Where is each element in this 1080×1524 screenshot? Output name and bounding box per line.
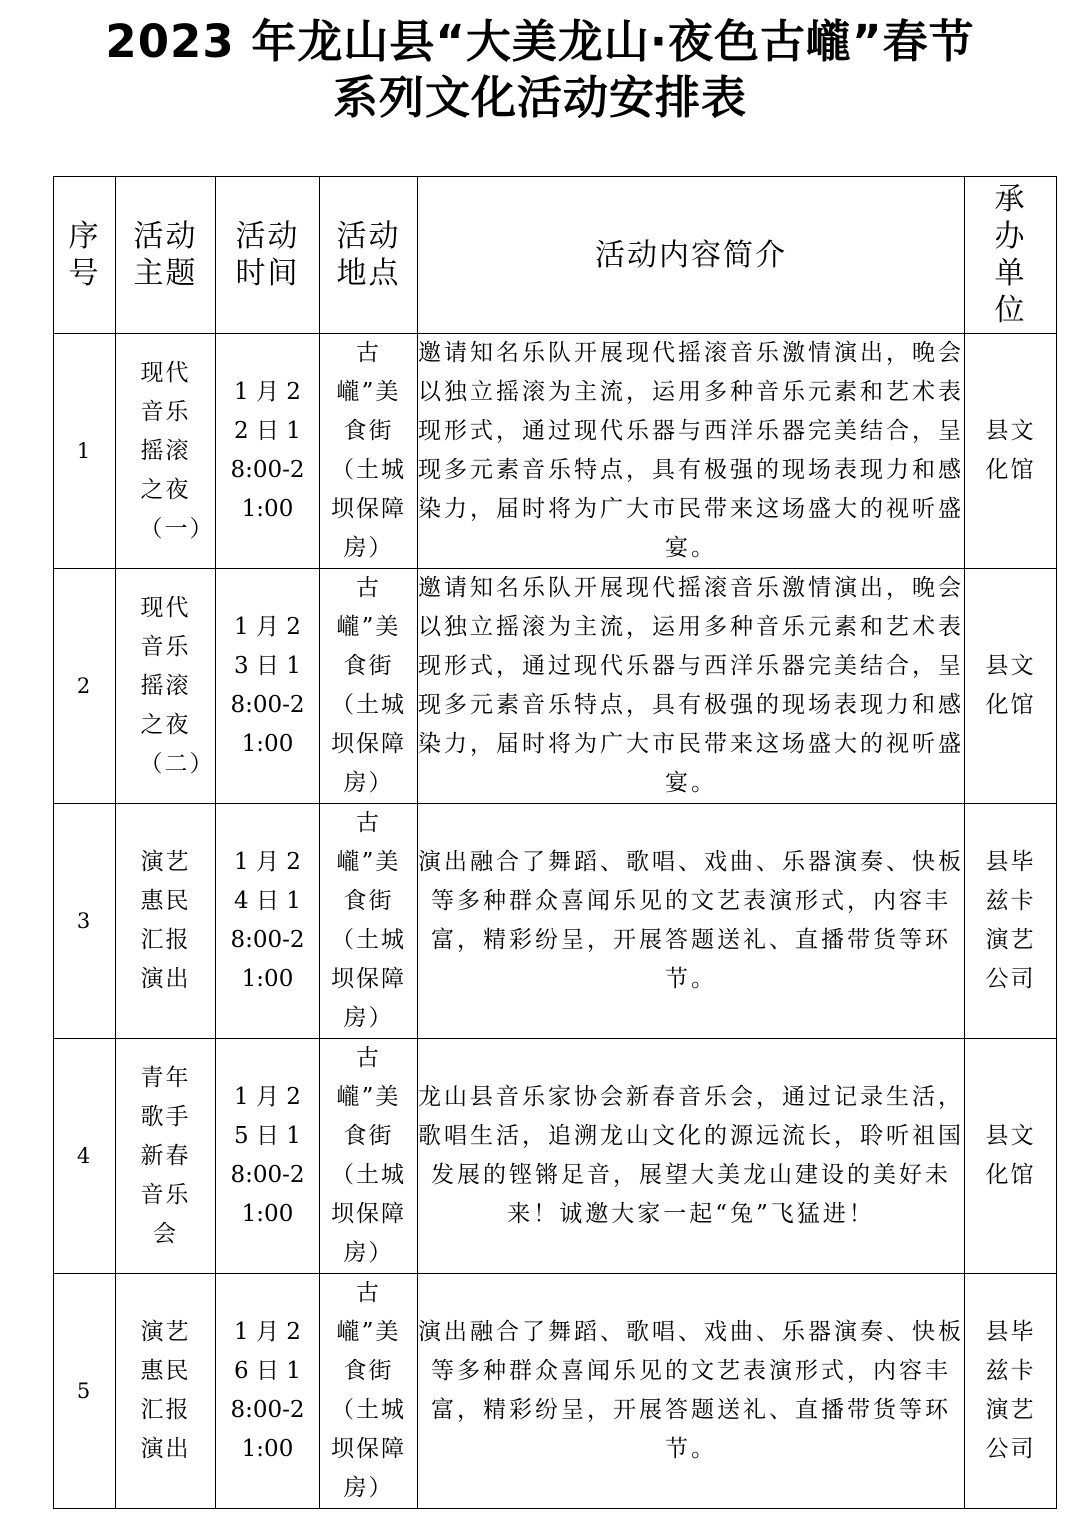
cell-time: 1 月 25 日 18:00-21:00 [216, 1039, 320, 1274]
cell-place: 古巄”美食街（土城坝保障房） [320, 334, 418, 569]
header-description: 活动内容简介 [418, 177, 965, 334]
cell-organizer: 县文化馆 [965, 569, 1057, 804]
header-organizer: 承办单位 [965, 177, 1057, 334]
cell-organizer: 县文化馆 [965, 334, 1057, 569]
cell-time: 1 月 26 日 18:00-21:00 [216, 1274, 320, 1509]
cell-seq: 3 [54, 804, 116, 1039]
table-row [54, 569, 1057, 804]
cell-place: 古巄”美食街（土城坝保障房） [320, 1039, 418, 1274]
cell-seq: 5 [54, 1274, 116, 1509]
cell-topic: 演艺惠民汇报演出 [116, 804, 216, 1039]
cell-topic: 青年歌手新春音乐会 [116, 1039, 216, 1274]
table-row [54, 804, 1057, 1039]
title-line-2: 系列文化活动安排表 [332, 71, 747, 124]
table-row [54, 1039, 1057, 1274]
cell-description: 龙山县音乐家协会新春音乐会，通过记录生活，歌唱生活，追溯龙山文化的源远流长，聆听祖国发展的铿锵足音，展望大美龙山建设的美好未来！诚邀大家一起“兔”飞猛进！ [418, 1039, 965, 1274]
table-row [54, 1274, 1057, 1509]
activity-schedule-table [53, 176, 1057, 1509]
header-seq: 序号 [54, 177, 116, 334]
cell-place: 古巄”美食街（土城坝保障房） [320, 569, 418, 804]
cell-description: 演出融合了舞蹈、歌唱、戏曲、乐器演奏、快板等多种群众喜闻乐见的文艺表演形式，内容丰富，精彩纷呈，开展答题送礼、直播带货等环节。 [418, 804, 965, 1039]
table-header-row [54, 177, 1057, 334]
cell-topic: 现代音乐摇滚之夜（二） [116, 569, 216, 804]
cell-organizer: 县毕兹卡演艺公司 [965, 1274, 1057, 1509]
header-topic: 活动主题 [116, 177, 216, 334]
cell-seq: 4 [54, 1039, 116, 1274]
cell-place: 古巄”美食街（土城坝保障房） [320, 804, 418, 1039]
cell-seq: 2 [54, 569, 116, 804]
header-place: 活动地点 [320, 177, 418, 334]
cell-time: 1 月 22 日 18:00-21:00 [216, 334, 320, 569]
header-time: 活动时间 [216, 177, 320, 334]
title-line-1: 2023 年龙山县“大美龙山·夜色古巄”春节 [105, 15, 975, 68]
cell-organizer: 县毕兹卡演艺公司 [965, 804, 1057, 1039]
cell-topic: 现代音乐摇滚之夜（一） [116, 334, 216, 569]
cell-description: 演出融合了舞蹈、歌唱、戏曲、乐器演奏、快板等多种群众喜闻乐见的文艺表演形式，内容丰富，精彩纷呈，开展答题送礼、直播带货等环节。 [418, 1274, 965, 1509]
cell-time: 1 月 23 日 18:00-21:00 [216, 569, 320, 804]
cell-description: 邀请知名乐队开展现代摇滚音乐激情演出，晚会以独立摇滚为主流，运用多种音乐元素和艺术表现形式，通过现代乐器与西洋乐器完美结合，呈现多元素音乐特点，具有极强的现场表现力和感染力，届时将为广大市民带来这场盛大的视听盛宴。 [418, 334, 965, 569]
cell-organizer: 县文化馆 [965, 1039, 1057, 1274]
cell-description: 邀请知名乐队开展现代摇滚音乐激情演出，晚会以独立摇滚为主流，运用多种音乐元素和艺术表现形式，通过现代乐器与西洋乐器完美结合，呈现多元素音乐特点，具有极强的现场表现力和感染力，届时将为广大市民带来这场盛大的视听盛宴。 [418, 569, 965, 804]
cell-place: 古巄”美食街（土城坝保障房） [320, 1274, 418, 1509]
cell-seq: 1 [54, 334, 116, 569]
cell-time: 1 月 24 日 18:00-21:00 [216, 804, 320, 1039]
document-title [0, 14, 1080, 126]
cell-topic: 演艺惠民汇报演出 [116, 1274, 216, 1509]
table-row [54, 334, 1057, 569]
